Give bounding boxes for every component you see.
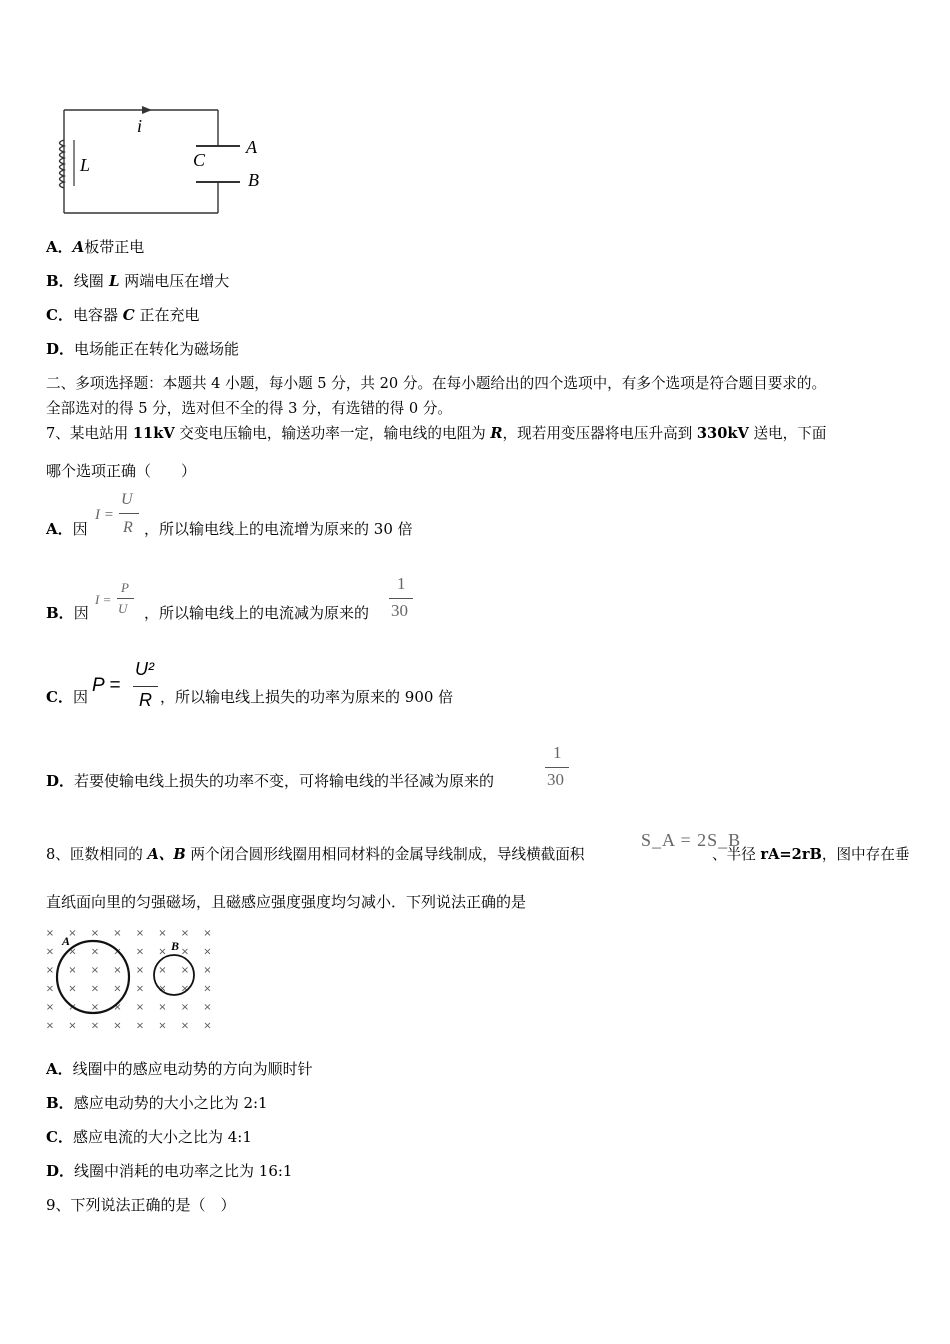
q8-option-b: B．感应电动势的大小之比为 2:1	[46, 1094, 268, 1112]
q7a-formula-num: U	[121, 491, 133, 508]
q7c-formula-num: U²	[135, 659, 154, 679]
field-cross-mark: ×	[135, 946, 145, 958]
q7-stem-line2: 哪个选项正确（ ）	[46, 462, 197, 480]
field-cross-mark: ×	[180, 983, 190, 995]
section2-line1: 二、多项选择题：本题共 4 小题，每小题 5 分，共 20 分。在每小题给出的四个选项中，有多个选项是符合题目要求的。	[46, 375, 827, 392]
field-cross-mark: ×	[158, 946, 167, 958]
field-cross-mark: ×	[113, 965, 122, 976]
field-cross-mark: ×	[135, 1002, 145, 1013]
q7c-formula-lhs: P =	[92, 675, 121, 696]
label-i: i	[137, 116, 143, 136]
field-cross-mark: ×	[203, 928, 212, 939]
field-cross-mark: ×	[203, 1020, 212, 1032]
field-cross-mark: ×	[158, 928, 167, 939]
field-cross-mark: ×	[113, 1020, 122, 1032]
q6-option-b: B．线圈 L 两端电压在增大	[46, 272, 230, 290]
q7d-ratio-num: 1	[553, 743, 562, 762]
q7c-text: ，所以输电线上损失的功率为原来的 900 倍	[160, 688, 454, 706]
lc-circuit-drawing	[0, 0, 950, 230]
field-cross-mark: ×	[135, 1020, 145, 1032]
fig-label-a: A	[62, 934, 71, 948]
field-cross-mark: ×	[68, 946, 77, 958]
field-cross-mark: ×	[68, 1002, 77, 1013]
field-cross-mark: ×	[180, 965, 190, 976]
field-cross-mark: ×	[45, 928, 55, 939]
q7b-ratio-bar	[389, 598, 413, 599]
field-cross-mark: ×	[203, 1002, 212, 1013]
fig-label-b: B	[171, 939, 180, 953]
field-cross-mark: ×	[90, 983, 100, 995]
field-cross-mark: ×	[180, 928, 190, 939]
q7a-frac-bar	[119, 513, 139, 514]
field-cross-mark: ×	[68, 1020, 77, 1032]
q9-stem: 9、下列说法正确的是（ ）	[46, 1196, 236, 1214]
q8-stem-line1b: 、半径 rA=2rB，图中存在垂	[712, 846, 910, 863]
field-cross-mark: ×	[68, 983, 77, 995]
magnetic-field-figure	[42, 922, 212, 1032]
q7a-formula-lhs: I =	[95, 507, 114, 523]
field-cross-mark: ×	[45, 1020, 55, 1032]
field-cross-mark: ×	[180, 1020, 190, 1032]
q7b-frac-bar	[117, 598, 134, 599]
field-cross-mark: ×	[113, 928, 122, 939]
field-cross-mark: ×	[45, 983, 55, 995]
field-cross-mark: ×	[90, 1002, 100, 1013]
q7a-text: ，所以输电线上的电流增为原来的 30 倍	[144, 520, 413, 538]
field-cross-mark: ×	[68, 965, 77, 976]
q7b-ratio-num: 1	[397, 574, 406, 593]
q7c-frac-bar	[133, 686, 158, 687]
label-C: C	[193, 150, 206, 170]
q7b-formula-lhs: I =	[95, 592, 112, 607]
q7-stem-line1: 7、某电站用 11kV 交变电压输电，输送功率一定，输电线的电阻为 R，现若用变压器将电压升高到 330kV 送电，下面	[46, 425, 827, 442]
q6-option-c: C．电容器 C 正在充电	[46, 306, 200, 324]
field-cross-mark: ×	[158, 1002, 167, 1013]
q6-option-a: A．A板带正电	[46, 238, 145, 256]
q7d-ratio-bar	[545, 767, 569, 768]
q7-option-a: A．因	[46, 520, 88, 538]
field-cross-mark: ×	[90, 928, 100, 939]
q7d-ratio-den: 30	[547, 770, 564, 789]
field-cross-mark: ×	[180, 946, 190, 958]
field-cross-mark: ×	[158, 1020, 167, 1032]
q8-option-a: A．线圈中的感应电动势的方向为顺时针	[46, 1060, 313, 1078]
field-cross-mark: ×	[45, 965, 55, 976]
label-L: L	[80, 155, 91, 175]
q7b-text: ，所以输电线上的电流减为原来的	[144, 604, 370, 622]
field-cross-mark: ×	[90, 965, 100, 976]
field-cross-mark: ×	[68, 928, 77, 939]
field-cross-mark: ×	[135, 928, 145, 939]
field-cross-mark: ×	[203, 946, 212, 958]
label-B: B	[248, 170, 259, 190]
q8-option-c: C．感应电流的大小之比为 4:1	[46, 1128, 252, 1146]
field-cross-mark: ×	[45, 946, 55, 958]
q7c-formula-den: R	[139, 690, 152, 710]
q8-stem-line2: 直纸面向里的匀强磁场，且磁感应强度强度均匀减小．下列说法正确的是	[46, 893, 527, 911]
field-cross-mark: ×	[113, 983, 122, 995]
field-cross-mark: ×	[135, 983, 145, 995]
field-cross-mark: ×	[90, 946, 100, 958]
field-cross-mark: ×	[180, 1002, 190, 1013]
q6-option-d: D．电场能正在转化为磁场能	[46, 340, 240, 358]
q8-option-d: D．线圈中消耗的电功率之比为 16:1	[46, 1162, 293, 1180]
field-cross-mark: ×	[45, 1002, 55, 1013]
q7b-ratio-den: 30	[391, 601, 408, 620]
q7-option-c: C．因	[46, 688, 88, 706]
field-cross-mark: ×	[203, 983, 212, 995]
q8-area-formula: S_A = 2S_B	[641, 830, 742, 850]
q7-option-d: D．若要使输电线上损失的功率不变，可将输电线的半径减为原来的	[46, 772, 495, 790]
q7b-formula-num: P	[121, 580, 129, 595]
field-cross-mark: ×	[203, 965, 212, 976]
field-cross-mark: ×	[158, 965, 167, 976]
q7b-formula-den: U	[118, 601, 128, 616]
q7a-formula-den: R	[123, 519, 133, 536]
field-cross-mark: ×	[113, 1002, 122, 1013]
q8-stem-line1a: 8、匝数相同的 A、B 两个闭合圆形线圈用相同材料的金属导线制成，导线横截面积	[46, 846, 585, 863]
field-cross-mark: ×	[135, 965, 145, 976]
section2-line2: 全部选对的得 5 分，选对但不全的得 3 分，有选错的得 0 分。	[46, 400, 452, 417]
field-cross-mark: ×	[90, 1020, 100, 1032]
label-A: A	[246, 137, 257, 157]
q7-option-b: B．因	[46, 604, 89, 622]
field-cross-mark: ×	[158, 983, 167, 995]
field-cross-mark: ×	[113, 946, 122, 958]
